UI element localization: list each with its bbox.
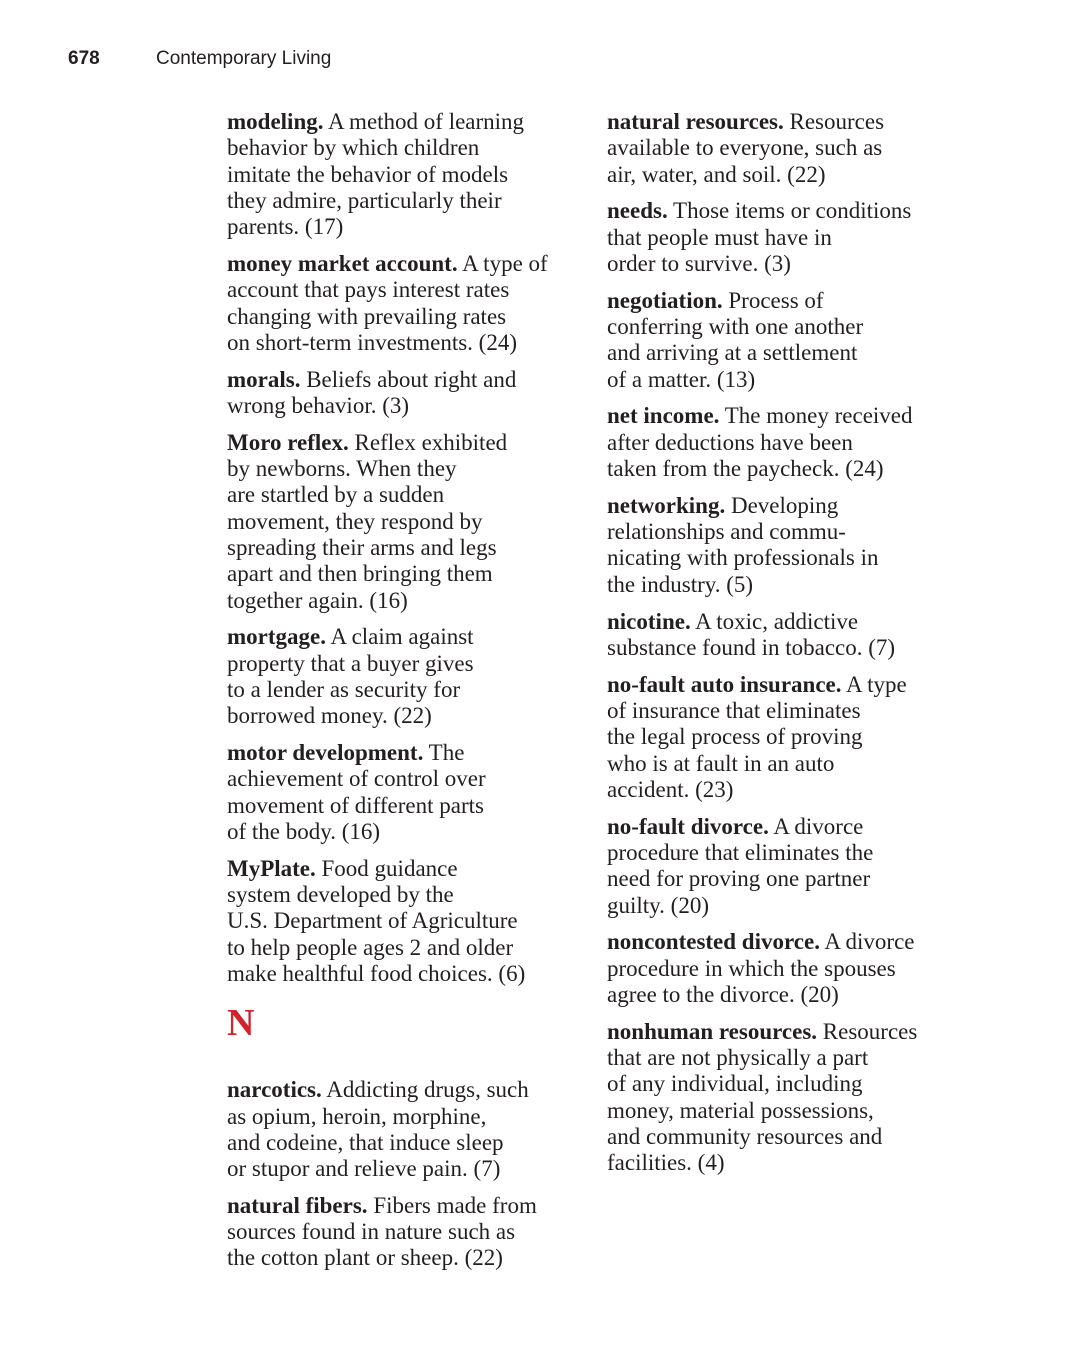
glossary-entry xyxy=(227,367,587,420)
definition-line: and codeine, that induce sleep xyxy=(227,1129,504,1155)
definition-line: wrong behavior. (3) xyxy=(227,392,410,418)
glossary-entry xyxy=(227,109,587,240)
glossary-term: noncontested divorce. xyxy=(607,929,820,955)
definition-line: nicating with professionals in xyxy=(607,545,879,571)
definition-line: procedure that eliminates the xyxy=(607,839,874,865)
glossary-term: modeling. xyxy=(227,109,324,134)
definition-line: A type xyxy=(841,671,907,697)
glossary-entry xyxy=(227,1077,587,1182)
definition-line: relationships and commu- xyxy=(607,519,846,545)
glossary-term: nicotine. xyxy=(607,608,691,634)
definition-line: taken from the paycheck. (24) xyxy=(607,456,884,482)
glossary-term: morals. xyxy=(227,366,301,392)
definition-line: sources found in nature such as xyxy=(227,1219,516,1245)
definition-line: after deductions have been xyxy=(607,429,853,455)
glossary-term: networking. xyxy=(607,492,726,518)
definition-line: the legal process of proving xyxy=(607,724,863,750)
definition-line: movement, they respond by xyxy=(227,508,483,534)
definition-line: of any individual, including xyxy=(607,1071,863,1097)
definition-line: Resources xyxy=(783,109,885,134)
glossary-term: negotiation. xyxy=(607,287,723,313)
definition-line: U.S. Department of Agriculture xyxy=(227,908,518,934)
definition-line: of the body. (16) xyxy=(227,818,381,844)
definition-line: guilty. (20) xyxy=(607,892,709,918)
definition-line: movement of different parts xyxy=(227,792,484,818)
glossary-entry xyxy=(607,403,967,482)
definition-line: Process of xyxy=(722,287,824,313)
glossary-entry xyxy=(607,1019,967,1177)
glossary-entry xyxy=(607,929,967,1008)
definition-line: accident. (23) xyxy=(607,776,734,802)
definition-line: the industry. (5) xyxy=(607,571,754,597)
definition-line: changing with prevailing rates xyxy=(227,303,507,329)
definition-line: Addicting drugs, such xyxy=(321,1077,529,1103)
definition-line: procedure in which the spouses xyxy=(607,955,896,981)
glossary-entry xyxy=(607,493,967,598)
glossary-term: nonhuman resources. xyxy=(607,1018,818,1044)
definition-line: money, material possessions, xyxy=(607,1097,874,1123)
definition-line: facilities. (4) xyxy=(607,1150,725,1176)
definition-line: Fibers made from xyxy=(367,1192,537,1218)
glossary-term: Moro reflex. xyxy=(227,429,349,455)
definition-line: to a lender as security for xyxy=(227,676,461,702)
glossary-term: natural fibers. xyxy=(227,1192,368,1218)
definition-line: spreading their arms and legs xyxy=(227,534,497,560)
definition-line: need for proving one partner xyxy=(607,866,871,892)
definition-line: system developed by the xyxy=(227,882,454,908)
page-number: 678 xyxy=(68,48,100,69)
definition-line: achievement of control over xyxy=(227,766,486,792)
definition-line: air, water, and soil. (22) xyxy=(607,161,826,187)
definition-line: A divorce xyxy=(768,813,864,839)
section-letter-n: N xyxy=(227,1002,255,1045)
definition-line: Beliefs about right and xyxy=(300,366,517,392)
definition-line: Food guidance xyxy=(315,855,458,881)
definition-line: the cotton plant or sheep. (22) xyxy=(227,1245,503,1271)
glossary-entry xyxy=(227,1193,587,1272)
definition-line: who is at fault in an auto xyxy=(607,750,835,776)
definition-line: or stupor and relieve pain. (7) xyxy=(227,1156,501,1182)
definition-line: behavior by which children xyxy=(227,135,480,161)
definition-line: imitate the behavior of models xyxy=(227,161,509,187)
glossary-term: mortgage. xyxy=(227,624,326,650)
definition-line: are startled by a sudden xyxy=(227,482,445,508)
definition-line: account that pays interest rates xyxy=(227,277,510,303)
definition-line: as opium, heroin, morphine, xyxy=(227,1103,487,1129)
glossary-term: net income. xyxy=(607,403,720,429)
glossary-term: narcotics. xyxy=(227,1077,322,1103)
definition-line: available to everyone, such as xyxy=(607,135,883,161)
glossary-entry xyxy=(607,814,967,919)
glossary-entries-n-continued xyxy=(607,109,967,1176)
definition-line: A toxic, addictive xyxy=(690,608,859,634)
glossary-entry xyxy=(227,430,587,614)
book-title: Contemporary Living xyxy=(156,48,332,69)
glossary-entry xyxy=(227,251,587,356)
definition-line: conferring with one another xyxy=(607,314,864,340)
definition-line: order to survive. (3) xyxy=(607,250,791,276)
definition-line: The money received xyxy=(719,403,913,429)
definition-line: that people must have in xyxy=(607,224,832,250)
definition-line: by newborns. When they xyxy=(227,456,457,482)
glossary-term: money market account. xyxy=(227,250,458,276)
definition-line: Resources xyxy=(817,1018,918,1044)
definition-line: they admire, particularly their xyxy=(227,187,502,213)
definition-line: Developing xyxy=(725,492,839,518)
definition-line: make healthful food choices. (6) xyxy=(227,960,526,986)
definition-line: A divorce xyxy=(819,929,915,955)
glossary-entry xyxy=(607,672,967,803)
glossary-entry xyxy=(227,624,587,729)
definition-line: together again. (16) xyxy=(227,587,408,613)
glossary-term: no-fault divorce. xyxy=(607,813,769,839)
glossary-column-right xyxy=(607,109,967,1187)
glossary-term: motor development. xyxy=(227,740,424,766)
glossary-entry xyxy=(607,198,967,277)
definition-line: to help people ages 2 and older xyxy=(227,934,514,960)
definition-line: The xyxy=(423,740,465,766)
definition-line: A claim against xyxy=(326,624,474,650)
definition-line: apart and then bringing them xyxy=(227,561,493,587)
glossary-term: no-fault auto insurance. xyxy=(607,671,842,697)
definition-line: on short-term investments. (24) xyxy=(227,329,518,355)
glossary-entries-m xyxy=(227,109,587,987)
glossary-entry xyxy=(227,740,587,845)
glossary-entry xyxy=(607,109,967,188)
page-header xyxy=(68,48,331,74)
definition-line: A method of learning xyxy=(323,109,525,134)
glossary-entry xyxy=(607,609,967,662)
glossary-term: needs. xyxy=(607,198,668,224)
glossary-entries-n xyxy=(227,1077,587,1272)
definition-line: A type of xyxy=(457,250,548,276)
glossary-entry xyxy=(607,288,967,393)
definition-line: Those items or conditions xyxy=(667,198,912,224)
glossary-term: MyPlate. xyxy=(227,855,316,881)
glossary-term: natural resources. xyxy=(607,109,784,134)
definition-line: agree to the divorce. (20) xyxy=(607,981,839,1007)
glossary-column-left xyxy=(227,109,587,1282)
definition-line: Reflex exhibited xyxy=(348,429,508,455)
definition-line: substance found in tobacco. (7) xyxy=(607,634,896,660)
definition-line: of a matter. (13) xyxy=(607,366,756,392)
definition-line: parents. (17) xyxy=(227,214,344,240)
definition-line: that are not physically a part xyxy=(607,1045,869,1070)
definition-line: property that a buyer gives xyxy=(227,650,474,676)
definition-line: of insurance that eliminates xyxy=(607,697,861,723)
definition-line: borrowed money. (22) xyxy=(227,703,432,729)
definition-line: and arriving at a settlement xyxy=(607,340,858,366)
definition-line: and community resources and xyxy=(607,1123,883,1149)
glossary-entry xyxy=(227,856,587,987)
